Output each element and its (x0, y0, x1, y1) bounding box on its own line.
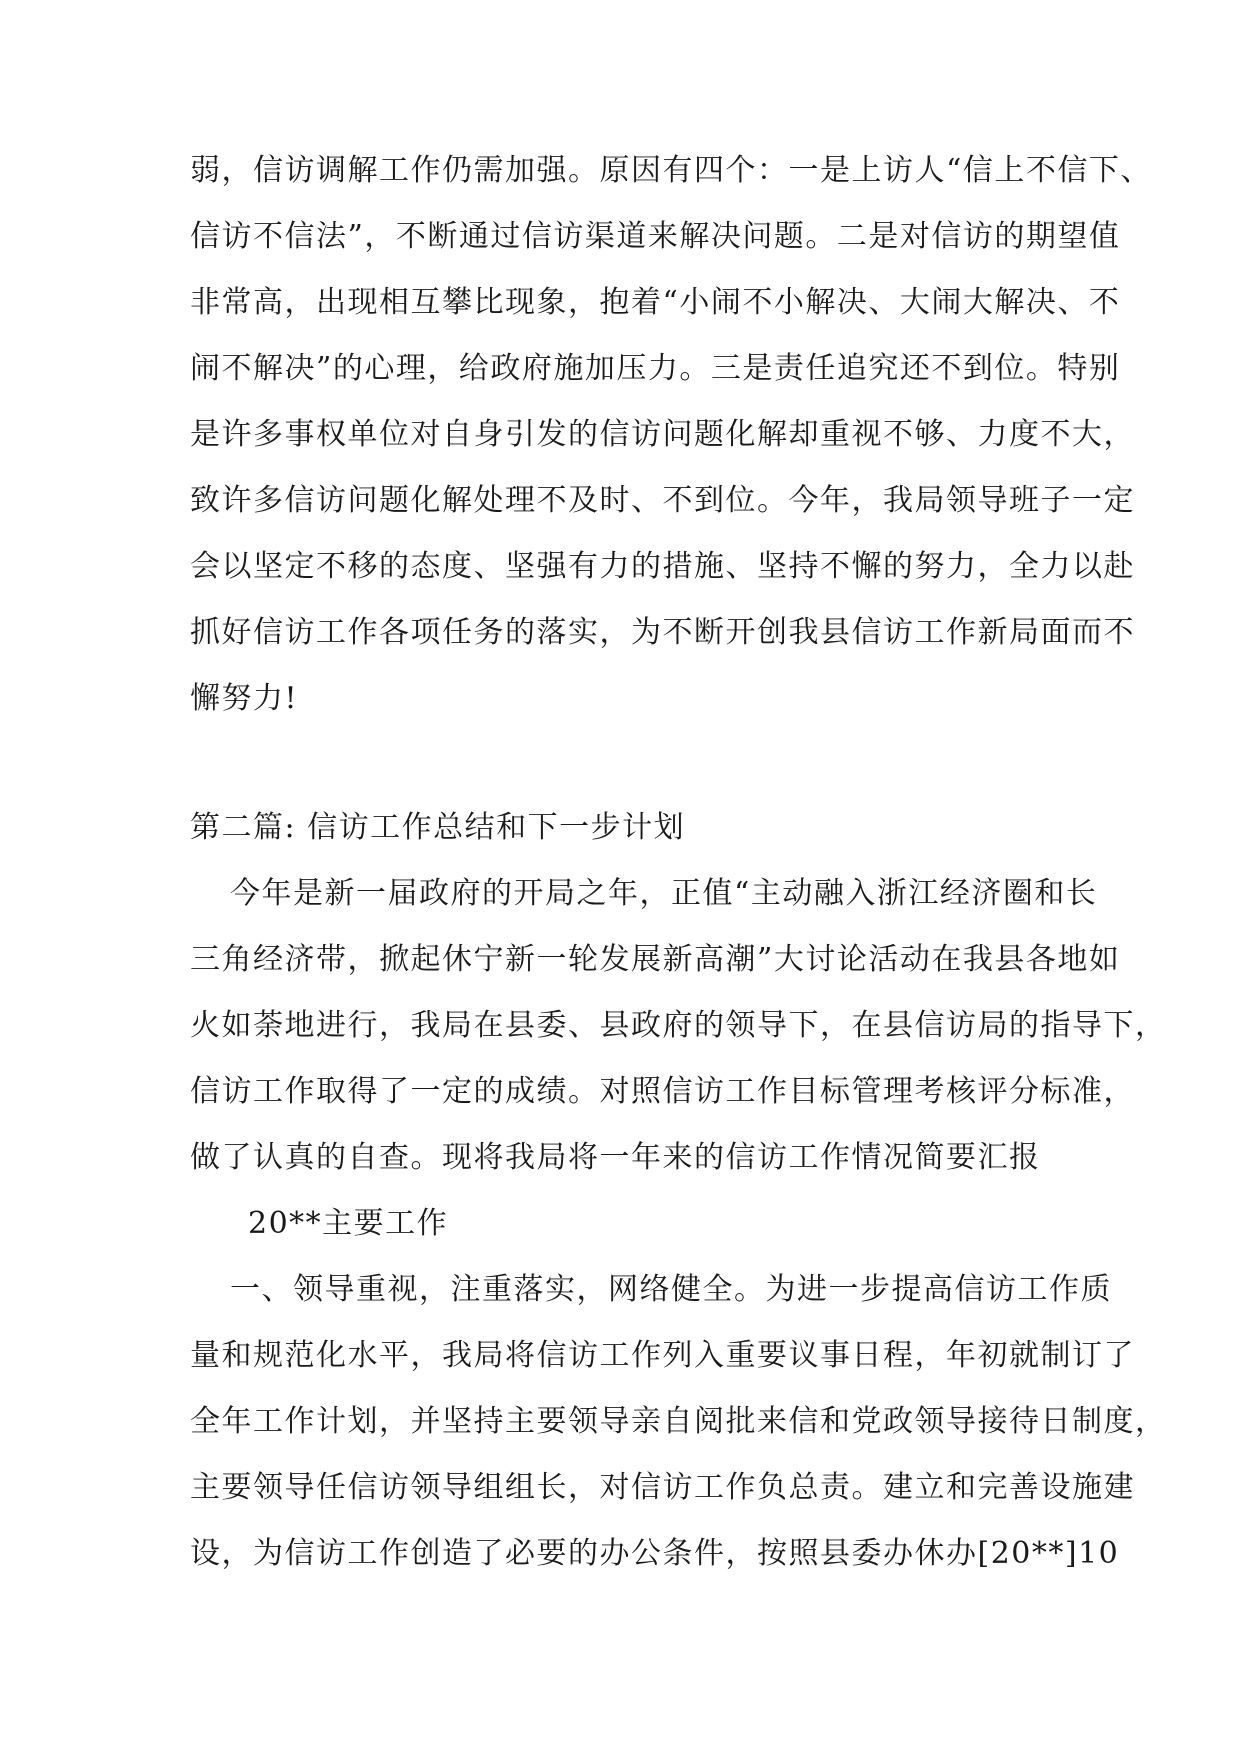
section-title: 第二篇: 信访工作总结和下一步计划 (190, 810, 686, 845)
paragraph-line: 一、领导重视，注重落实，网络健全。为进一步提高信访工作质 (230, 1272, 1112, 1307)
paragraph-line: 主要领导任信访领导组组长，对信访工作负总责。建立和完善设施建 (190, 1470, 1135, 1505)
paragraph-line: 三角经济带，掀起休宁新一轮发展新高潮”大讨论活动在我县各地如 (190, 942, 1121, 977)
paragraph-line: 设，为信访工作创造了必要的办公条件，按照县委办休办[20**]10 (190, 1536, 1120, 1571)
paragraph-line: 信访不信法”，不断通过信访渠道来解决问题。二是对信访的期望值 (190, 219, 1121, 254)
paragraph-line: 火如荼地进行，我局在县委、县政府的领导下，在县信访局的指导下， (190, 1008, 1167, 1043)
paragraph-line: 致许多信访问题化解处理不及时、不到位。今年，我局领导班子一定 (190, 483, 1135, 518)
paragraph-line: 量和规范化水平，我局将信访工作列入重要议事日程，年初就制订了 (190, 1338, 1135, 1373)
paragraph-line: 全年工作计划，并坚持主要领导亲自阅批来信和党政领导接待日制度， (190, 1404, 1167, 1439)
paragraph-line: 非常高，出现相互攀比现象，抱着“小闹不小解决、大闹大解决、不 (190, 285, 1121, 320)
paragraph-line: 做了认真的自查。现将我局将一年来的信访工作情况简要汇报 (190, 1140, 1041, 1175)
paragraph-line: 抓好信访工作各项任务的落实，为不断开创我县信访工作新局面而不 (190, 615, 1135, 650)
paragraph-line: 是许多事权单位对自身引发的信访问题化解却重视不够、力度不大， (190, 417, 1135, 452)
paragraph-line: 闹不解决”的心理，给政府施加压力。三是责任追究还不到位。特别 (190, 351, 1121, 386)
subheading: 20**主要工作 (248, 1206, 449, 1241)
paragraph-line: 今年是新一届政府的开局之年，正值“主动融入浙江经济圈和长 (230, 876, 1098, 911)
paragraph-line: 会以坚定不移的态度、坚强有力的措施、坚持不懈的努力，全力以赴 (190, 549, 1135, 584)
paragraph-line: 信访工作取得了一定的成绩。对照信访工作目标管理考核评分标准， (190, 1074, 1135, 1109)
paragraph-line: 懈努力! (190, 681, 299, 716)
paragraph-line: 弱，信访调解工作仍需加强。原因有四个：一是上访人“信上不信下、 (190, 153, 1152, 188)
